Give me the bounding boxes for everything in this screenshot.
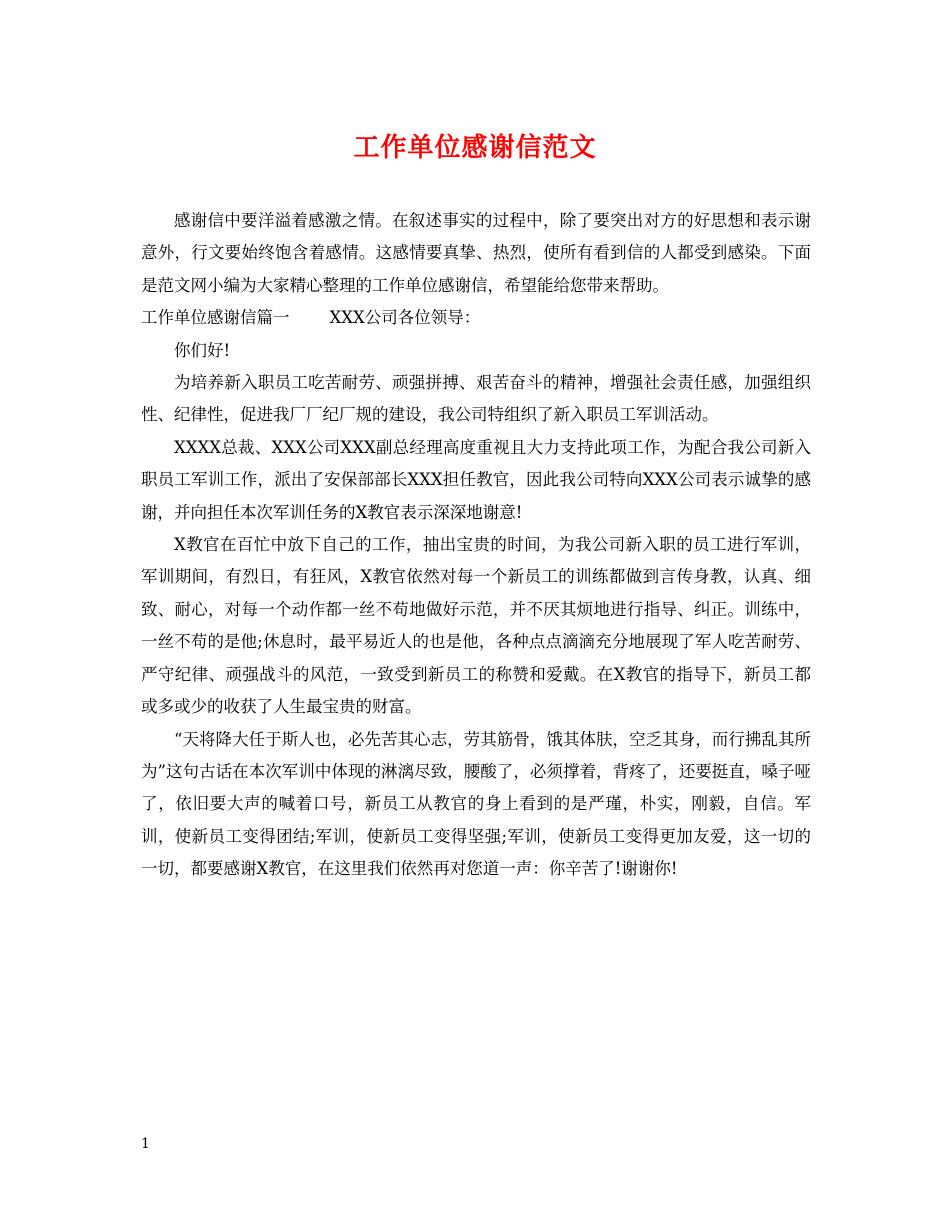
body-paragraph-4: “天将降大任于斯人也，必先苦其心志，劳其筋骨，饿其体肤，空乏其身，而行拂乱其所为”这句古话在本次军训中体现的淋漓尽致，腰酸了，必须撑着，背疼了，还要挺直，嗓子哑了，依旧要大声的喊着口号，新员工从教官的身上看到的是严瑾，朴实，刚毅，自信。军训，使新员工变得团结;军训，使新员工变得坚强;军训，使新员工变得更加友爱，这一切的一切，都要感谢X教官，在这里我们依然再对您道一声：你辛苦了!谢谢你! [141, 729, 811, 879]
section-heading: 工作单位感谢信篇一 [141, 308, 290, 328]
body-paragraph-2: XXXX总裁、XXX公司XXX副总经理高度重视且大力支持此项工作，为配合我公司新入职员工军训工作，派出了安保部部长XXX担任教官，因此我公司特向XXX公司表示诚挚的感谢，并向担任本次军训任务的X教官表示深深地谢意! [141, 437, 811, 522]
section-heading-line [141, 302, 811, 334]
intro-paragraph: 感谢信中要洋溢着感激之情。在叙述事实的过程中，除了要突出对方的好思想和表示谢意外，行文要始终饱含着感情。这感情要真挚、热烈，使所有看到信的人都受到感染。下面是范文网小编为大家精心整理的工作单位感谢信，希望能给您带来帮助。 [141, 211, 811, 295]
document-body [141, 205, 811, 886]
body-paragraph-3: X教官在百忙中放下自己的工作，抽出宝贵的时间，为我公司新入职的员工进行军训，军训期间，有烈日，有狂风，X教官依然对每一个新员工的训练都做到言传身教，认真、细致、耐心，对每一个动作都一丝不苟地做好示范，并不厌其烦地进行指导、纠正。训练中，一丝不苟的是他;休息时，最平易近人的也是他，各种点点滴滴充分地展现了军人吃苦耐劳、严守纪律、顽强战斗的风范，一致受到新员工的称赞和爱戴。在X教官的指导下，新员工都或多或少的收获了人生最宝贵的财富。 [141, 535, 811, 717]
page-number: 1 [141, 1136, 150, 1152]
body-paragraph-1: 为培养新入职员工吃苦耐劳、顽强拼搏、艰苦奋斗的精神，增强社会责任感，加强组织性、纪律性，促进我厂厂纪厂规的建设，我公司特组织了新入职员工军训活动。 [141, 373, 811, 425]
greeting: 你们好! [174, 340, 231, 360]
document-title: 工作单位感谢信范文 [353, 133, 597, 163]
salutation: XXX公司各位领导： [329, 308, 481, 328]
